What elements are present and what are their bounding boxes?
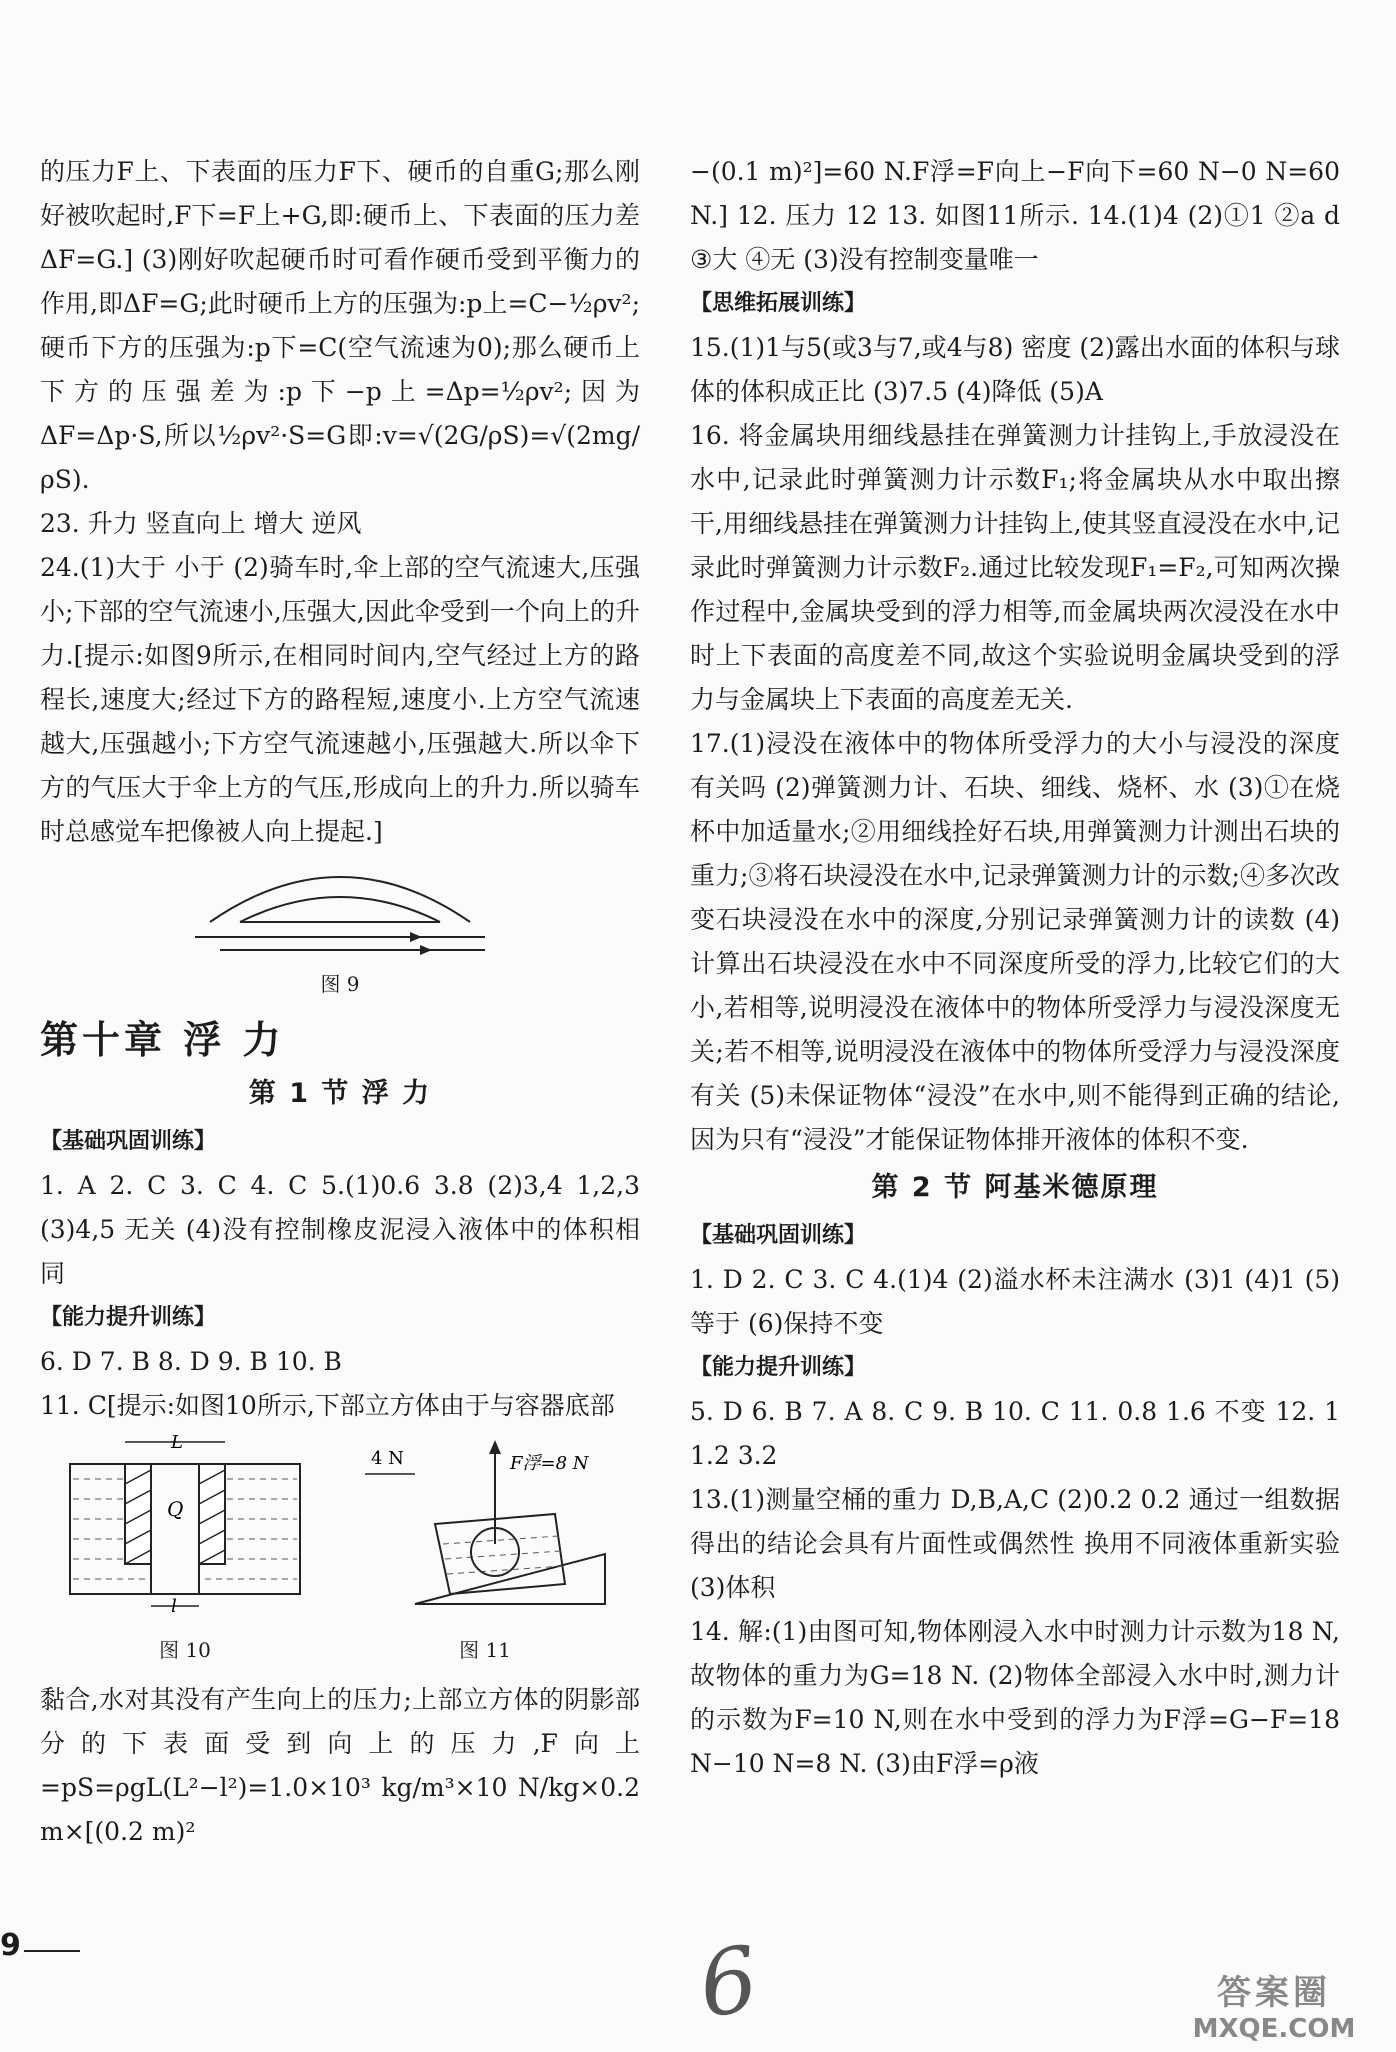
fig11-scale-label: 4 N <box>371 1448 404 1469</box>
umbrella-airflow-diagram <box>190 862 490 962</box>
container-cube-diagram <box>65 1434 305 1614</box>
ability-answers-2: 5. D 6. B 7. A 8. C 9. B 10. C 11. 0.8 1.6 不变 12. 1 1.2 3.2 <box>690 1397 1340 1470</box>
page-number: 9 <box>0 1928 21 1963</box>
basic-training-heading-2: 【基础巩固训练】 <box>690 1223 867 1248</box>
right-column <box>690 150 1340 1786</box>
answer-24: 24.(1)大于 小于 (2)骑车时,伞上部的空气流速大,压强小;下部的空气流速小,压强大,因此伞受到一个向上的升力.[提示:如图9所示,在相同时间内,空气经过上方的路程长,速度大;经过下方的路程短,速度小.上方空气流速越大,压强越小;下方空气流速越小,压强越大.所以伞下方的气压大于伞上方的气压,形成向上的升力.所以骑车时总感觉车把像被人向上提起.] <box>40 553 640 846</box>
answer-23: 23. 升力 竖直向上 增大 逆风 <box>40 509 362 538</box>
basic-training-heading: 【基础巩固训练】 <box>40 1129 217 1154</box>
left-column <box>40 150 640 1854</box>
fig10-label-L: L <box>171 1434 183 1453</box>
ability-answers: 6. D 7. B 8. D 9. B 10. B <box>40 1347 342 1376</box>
paragraph-22-continued: 的压力F上、下表面的压力F下、硬币的自重G;那么刚好被吹起时,F下=F上+G,即:硬币上、下表面的压力差ΔF=G.] (3)刚好吹起硬币时可看作硬币受到平衡力的作用,即ΔF=G;此时硬币上方的压强为:p上=C−½ρv²;硬币下方的压强为:p下=C(空气流速为0);那么硬币上下方的压强差为:p下−p上=Δp=½ρv²;因为ΔF=Δp·S,所以½ρv²·S=G即:v=√(2G/ρS)=√(2mg/ρS). <box>40 157 640 494</box>
answer-15: 15.(1)1与5(或3与7,或4与8) 密度 (2)露出水面的体积与球体的体积成正比 (3)7.5 (4)降低 (5)A <box>690 333 1340 406</box>
figure-10 <box>65 1434 305 1672</box>
watermark-top: 答案圈 <box>1217 1973 1331 2013</box>
answers-11-to-14: −(0.1 m)²]=60 N.F浮=F向上−F向下=60 N−0 N=60 N.] 12. 压力 12 13. 如图11所示. 14.(1)4 (2)①1 ②a d ③大 ④无 (3)没有控制变量唯一 <box>690 157 1340 274</box>
handwritten-mark: 6 <box>692 1926 765 2039</box>
floating-ball-diagram <box>355 1434 615 1614</box>
answer-16: 16. 将金属块用细线悬挂在弹簧测力计挂钩上,手放浸没在水中,记录此时弹簧测力计示数F₁;将金属块从水中取出擦干,用细线悬挂在弹簧测力计挂钩上,使其竖直浸没在水中,记录此时弹簧测力计示数F₂.通过比较发现F₁=F₂,可知两次操作过程中,金属块受到的浮力相等,而金属块两次浸没在水中时上下表面的高度差不同,故这个实验说明金属块受到的浮力与金属块上下表面的高度差无关. <box>690 421 1340 714</box>
section-1-title: 第 1 节 浮 力 <box>248 1078 432 1109</box>
section-2-title: 第 2 节 阿基米德原理 <box>871 1172 1159 1203</box>
fig10-label-Q: Q <box>167 1497 184 1521</box>
thinking-training-heading: 【思维拓展训练】 <box>690 291 867 316</box>
answer-13: 13.(1)测量空桶的重力 D,B,A,C (2)0.2 0.2 通过一组数据得出的结论会具有片面性或偶然性 换用不同液体重新实验 (3)体积 <box>690 1485 1340 1602</box>
fig10-label-l: l <box>171 1596 177 1614</box>
watermark-logo <box>1164 1965 1384 2044</box>
ability-training-heading-2: 【能力提升训练】 <box>690 1355 867 1380</box>
figure-9 <box>40 862 640 1006</box>
figure-9-caption: 图 9 <box>320 972 360 996</box>
ability-training-heading: 【能力提升训练】 <box>40 1305 217 1330</box>
chapter-title: 第十章 浮 力 <box>40 1018 285 1062</box>
answer-17: 17.(1)浸没在液体中的物体所受浮力的大小与浸没的深度有关吗 (2)弹簧测力计、石块、细线、烧杯、水 (3)①在烧杯中加适量水;②用细线拴好石块,用弹簧测力计测出石块的重力;③将石块浸没在水中,记录弹簧测力计的示数;④多次改变石块浸没在水中的深度,分别记录弹簧测力计的读数 (4)计算出石块浸没在水中不同深度所受的浮力,比较它们的大小,若相等,说明浸没在液体中的物体所受浮力与浸没深度无关;若不相等,说明浸没在液体中的物体所受浮力与浸没深度有关 (5)未保证物体“浸没”在水中,则不能得到正确的结论,因为只有“浸没”才能保证物体排开液体的体积不变. <box>690 729 1340 1154</box>
answer-11: 11. C[提示:如图10所示,下部立方体由于与容器底部 <box>40 1391 615 1420</box>
fig11-buoyancy-label: F浮=8 N <box>510 1453 589 1474</box>
page-number-rule <box>24 1950 80 1952</box>
answer-11-continued: 黏合,水对其没有产生向上的压力;上部立方体的阴影部分的下表面受到向上的压力,F向上=pS=ρgL(L²−l²)=1.0×10³ kg/m³×10 N/kg×0.2 m×[(0.2 m)² <box>40 1685 640 1846</box>
figure-11 <box>355 1434 615 1672</box>
watermark-bottom: MXQE.COM <box>1192 2014 1356 2044</box>
figure-10-caption: 图 10 <box>159 1638 211 1662</box>
figure-11-caption: 图 11 <box>459 1638 511 1662</box>
basic-answers-2: 1. D 2. C 3. C 4.(1)4 (2)溢水杯未注满水 (3)1 (4)1 (5)等于 (6)保持不变 <box>690 1265 1340 1338</box>
answer-14: 14. 解:(1)由图可知,物体刚浸入水中时测力计示数为18 N,故物体的重力为G=18 N. (2)物体全部浸入水中时,测力计的示数为F=10 N,则在水中受到的浮力为F浮=G−F=18 N−10 N=8 N. (3)由F浮=ρ液 <box>690 1617 1340 1778</box>
figures-10-11 <box>40 1434 640 1672</box>
basic-answers: 1. A 2. C 3. C 4. C 5.(1)0.6 3.8 (2)3,4 1,2,3 (3)4,5 无关 (4)没有控制橡皮泥浸入液体中的体积相同 <box>40 1171 640 1288</box>
